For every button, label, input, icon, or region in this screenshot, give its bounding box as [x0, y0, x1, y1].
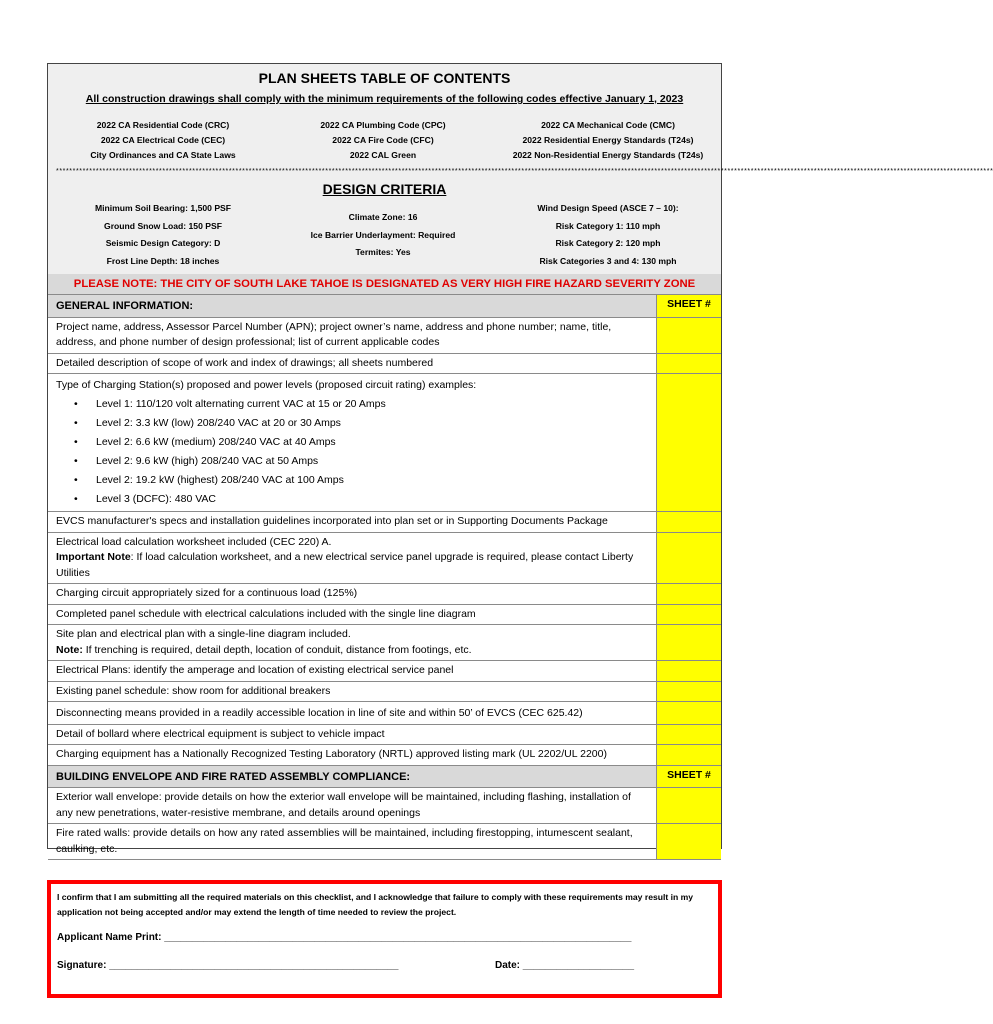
table-row: [48, 660, 721, 681]
code-item: 2022 CAL Green: [349, 150, 417, 160]
criteria-item: Seismic Design Category: D: [105, 238, 221, 248]
sheet-number-input[interactable]: [656, 374, 721, 511]
row-line: Electrical load calculation worksheet included (CEC 220) A.: [56, 535, 332, 548]
sheet-number-input[interactable]: [656, 318, 721, 353]
sheet-number-input[interactable]: [656, 824, 721, 859]
sheet-number-input[interactable]: [656, 625, 721, 660]
important-note-label: Important Note: [56, 551, 131, 563]
checklist-table: [48, 294, 721, 860]
row-text: Electrical Plans: identify the amperage and location of existing electrical service panel: [56, 664, 454, 676]
code-item: City Ordinances and CA State Laws: [90, 150, 236, 160]
sheet-column-header: SHEET #: [656, 766, 721, 788]
sheet-number-input[interactable]: [656, 788, 721, 823]
row-text: Disconnecting means provided in a readily accessible location in line of site and within 50’ of EVCS (CEC 625.42): [56, 707, 583, 719]
confirmation-box: [47, 880, 722, 998]
row-text: Project name, address, Assessor Parcel Number (APN); project owner’s name, address and phone number; name, title, address, and phone number of design professional; list of current applicable codes: [56, 320, 612, 348]
row-text: Fire rated walls: provide details on how any rated assemblies will be maintained, including firestopping, intumescent sealant, caulking, etc.: [56, 827, 633, 855]
table-row: [48, 724, 721, 745]
codes-column-3: [498, 118, 718, 163]
table-row: [48, 701, 721, 724]
codes-column-1: [58, 118, 268, 163]
criteria-item: Termites: Yes: [355, 247, 411, 257]
section-title: GENERAL INFORMATION:: [56, 300, 194, 312]
sheet-number-input[interactable]: [656, 533, 721, 584]
table-row: [48, 744, 721, 765]
applicant-name-field[interactable]: Applicant Name Print: ____________________________________________________________________________________: [57, 932, 632, 943]
row-text: Charging circuit appropriately sized for a continuous load (125%): [56, 587, 358, 599]
criteria-item: Frost Line Depth: 18 inches: [106, 255, 220, 266]
sheet-number-input[interactable]: [656, 584, 721, 604]
code-item: 2022 Residential Energy Standards (T24s): [522, 135, 694, 145]
section-header-envelope: [48, 765, 721, 788]
checklist-frame: [47, 63, 993, 855]
code-item: 2022 CA Fire Code (CFC): [332, 135, 434, 145]
criteria-item: Climate Zone: 16: [348, 212, 418, 222]
row-text: EVCS manufacturer's specs and installation guidelines incorporated into plan set or in Supporting Documents Package: [56, 515, 608, 527]
code-item: 2022 CA Plumbing Code (CPC): [320, 120, 446, 130]
note-label: Note:: [56, 643, 83, 656]
table-row: [48, 353, 721, 374]
sheet-number-input[interactable]: [656, 354, 721, 374]
confirmation-statement: I confirm that I am submitting all the required materials on this checklist, and I acknowledge that failure to comply with these requirements may result in my application not being accepted and/or may extend the length of time needed to review the project.: [57, 892, 694, 917]
note-text: If trenching is required, detail depth, location of conduit, distance from footings, etc.: [82, 643, 472, 656]
table-row: [48, 624, 721, 660]
design-criteria-title: DESIGN CRITERIA: [322, 181, 447, 197]
table-row: [48, 317, 721, 353]
list-item: • Level 1: 110/120 volt alternating current VAC at 15 or 20 Amps: [56, 395, 648, 414]
table-row: [48, 823, 721, 860]
criteria-item: Risk Categories 3 and 4: 130 mph: [539, 255, 677, 266]
row-text: Detail of bollard where electrical equipment is subject to vehicle impact: [56, 727, 385, 740]
row-intro: Type of Charging Station(s) proposed and power levels (proposed circuit rating) examples:: [56, 379, 477, 391]
table-row: [48, 604, 721, 625]
section-title: BUILDING ENVELOPE AND FIRE RATED ASSEMBLY COMPLIANCE:: [56, 770, 411, 783]
row-text: [48, 625, 656, 660]
row-text: Completed panel schedule with electrical calculations included with the single line diagram: [56, 607, 476, 620]
row-line: [56, 643, 648, 659]
codes-subtitle: All construction drawings shall comply with the minimum requirements of the following codes effective January 1, 2023: [85, 93, 684, 105]
code-item: 2022 CA Residential Code (CRC): [96, 120, 230, 130]
table-row: [48, 373, 721, 511]
list-item: • Level 3 (DCFC): 480 VAC: [56, 490, 648, 509]
code-item: 2022 CA Electrical Code (CEC): [100, 135, 226, 145]
criteria-column-1: [58, 200, 268, 270]
table-row: [48, 511, 721, 532]
criteria-item: Wind Design Speed (ASCE 7 – 10):: [537, 203, 679, 213]
fire-hazard-note: PLEASE NOTE: THE CITY OF SOUTH LAKE TAHOE IS DESIGNATED AS VERY HIGH FIRE HAZARD SEVERITY ZONE: [48, 274, 721, 294]
row-text: [48, 533, 656, 584]
date-field[interactable]: Date: ____________________: [495, 960, 635, 971]
star-divider: ******************************************************************************************************************************************************************************************************************************************************************************************: [56, 168, 993, 175]
table-row: [48, 583, 721, 604]
sheet-number-input[interactable]: [656, 725, 721, 745]
sheet-number-input[interactable]: [656, 745, 721, 765]
sheet-number-input[interactable]: [656, 605, 721, 625]
criteria-column-2: [278, 209, 488, 262]
signature-field[interactable]: Signature: ____________________________________________________: [57, 960, 399, 971]
row-line: [56, 550, 648, 581]
code-item: 2022 CA Mechanical Code (CMC): [541, 120, 675, 130]
criteria-column-3: [498, 200, 718, 270]
list-item: • Level 2: 19.2 kW (highest) 208/240 VAC at 100 Amps: [56, 471, 648, 490]
table-row: [48, 787, 721, 823]
row-text: Exterior wall envelope: provide details on how the exterior wall envelope will be maintained, including flashing, installation of any new penetrations, water-resistive membrane, and details around openings: [56, 791, 631, 819]
sheet-column-header: SHEET #: [656, 295, 721, 317]
sheet-number-input[interactable]: [656, 682, 721, 702]
table-row: [48, 532, 721, 584]
row-text: Charging equipment has a Nationally Recognized Testing Laboratory (NRTL) approved listing mark (UL 2202/UL 2200): [56, 748, 607, 760]
list-item: • Level 2: 9.6 kW (high) 208/240 VAC at 50 Amps: [56, 452, 648, 471]
code-item: 2022 Non-Residential Energy Standards (T24s): [512, 150, 704, 160]
criteria-item: Ice Barrier Underlayment: Required: [310, 229, 456, 240]
row-text: Existing panel schedule: show room for additional breakers: [56, 684, 331, 697]
criteria-item: Risk Category 1: 110 mph: [555, 220, 661, 231]
criteria-item: Ground Snow Load: 150 PSF: [104, 220, 222, 231]
row-text: Detailed description of scope of work and index of drawings; all sheets numbered: [56, 356, 434, 369]
row-line: Site plan and electrical plan with a single-line diagram included.: [56, 628, 351, 640]
sheet-number-input[interactable]: [656, 702, 721, 724]
sheet-number-input[interactable]: [656, 661, 721, 681]
page-title: PLAN SHEETS TABLE OF CONTENTS: [258, 70, 511, 86]
codes-column-2: [278, 118, 488, 163]
important-note-text: : If load calculation worksheet, and a new electrical service panel upgrade is required, please contact Liberty Utilities: [56, 551, 634, 579]
criteria-item: Minimum Soil Bearing: 1,500 PSF: [94, 203, 232, 213]
list-item: • Level 2: 3.3 kW (low) 208/240 VAC at 20 or 30 Amps: [56, 414, 648, 433]
codes-header: [48, 64, 993, 274]
list-item: • Level 2: 6.6 kW (medium) 208/240 VAC at 40 Amps: [56, 433, 648, 452]
row-text: [48, 374, 656, 511]
sheet-number-input[interactable]: [656, 512, 721, 532]
criteria-item: Risk Category 2: 120 mph: [555, 238, 661, 248]
table-row: [48, 681, 721, 702]
section-header-general: [48, 294, 721, 317]
